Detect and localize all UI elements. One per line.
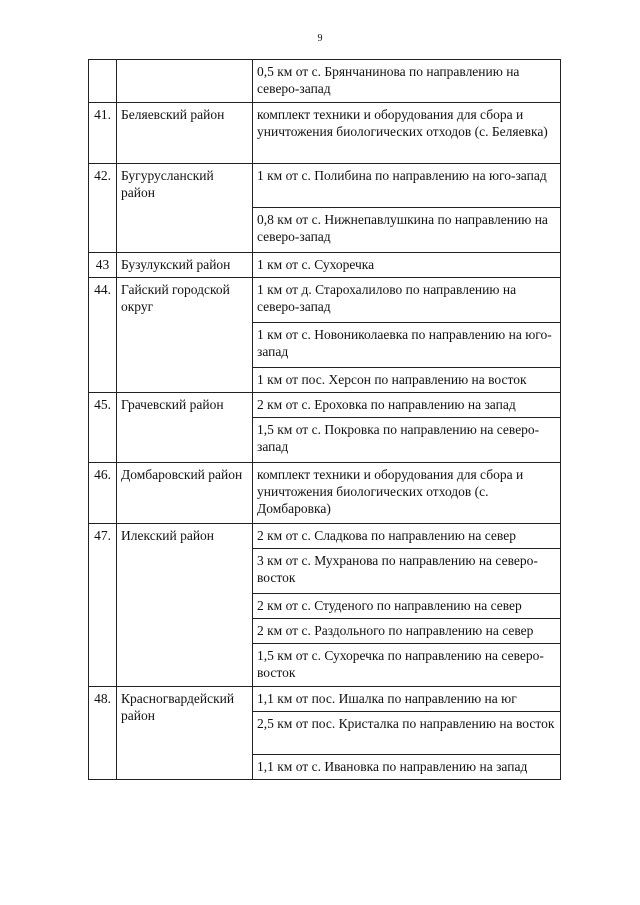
district-name: Грачевский район — [117, 393, 253, 463]
location-cell: 2 км от с. Сладкова по направлению на север — [253, 524, 561, 549]
row-number: 45. — [89, 393, 117, 463]
table-body — [89, 60, 561, 780]
location-cell: 1,5 км от с. Покровка по направлению на северо-запад — [253, 418, 561, 463]
district-name: Бузулукский район — [117, 253, 253, 278]
district-name: Гайский городской округ — [117, 278, 253, 393]
row-number: 46. — [89, 463, 117, 524]
district-name: Красногвардейский район — [117, 687, 253, 780]
row-number: 48. — [89, 687, 117, 780]
location-cell: 0,5 км от с. Брянчанинова по направлению на северо-запад — [253, 60, 561, 103]
location-cell: 1 км от с. Новониколаевка по направлению на юго-запад — [253, 323, 561, 368]
table-row — [89, 60, 561, 103]
location-cell: 1,1 км от с. Ивановка по направлению на запад — [253, 755, 561, 780]
table-row — [89, 164, 561, 208]
row-number — [89, 60, 117, 103]
table-row — [89, 253, 561, 278]
row-number: 47. — [89, 524, 117, 687]
table-row — [89, 278, 561, 323]
district-name: Домбаровский район — [117, 463, 253, 524]
row-number: 41. — [89, 103, 117, 164]
location-cell: комплект техники и оборудования для сбора и уничтожения биологических отходов (с. Домбаровка) — [253, 463, 561, 524]
row-number: 43 — [89, 253, 117, 278]
location-cell: 2 км от с. Раздольного по направлению на север — [253, 619, 561, 644]
location-cell: 1,1 км от пос. Ишалка по направлению на юг — [253, 687, 561, 712]
table-row — [89, 687, 561, 712]
table-row — [89, 463, 561, 524]
row-number: 44. — [89, 278, 117, 393]
district-name: Беляевский район — [117, 103, 253, 164]
location-cell: 2,5 км от пос. Кристалка по направлению на восток — [253, 712, 561, 755]
table-row — [89, 524, 561, 549]
location-cell: комплект техники и оборудования для сбора и уничтожения биологических отходов (с. Беляевка) — [253, 103, 561, 164]
table-row — [89, 393, 561, 418]
burial-sites-table — [88, 59, 561, 780]
location-cell: 1,5 км от с. Сухоречка по направлению на северо-восток — [253, 644, 561, 687]
district-name — [117, 60, 253, 103]
district-name: Илекский район — [117, 524, 253, 687]
location-cell: 2 км от с. Студеного по направлению на север — [253, 594, 561, 619]
district-name: Бугурусланский район — [117, 164, 253, 253]
location-cell: 1 км от д. Старохалилово по направлению на северо-запад — [253, 278, 561, 323]
location-cell: 1 км от пос. Херсон по направлению на восток — [253, 368, 561, 393]
location-cell: 0,8 км от с. Нижнепавлушкина по направлению на северо-запад — [253, 208, 561, 253]
table-row — [89, 103, 561, 164]
location-cell: 2 км от с. Ероховка по направлению на запад — [253, 393, 561, 418]
page-number: 9 — [317, 33, 323, 44]
location-cell: 3 км от с. Мухранова по направлению на северо-восток — [253, 549, 561, 594]
location-cell: 1 км от с. Полибина по направлению на юго-запад — [253, 164, 561, 208]
location-cell: 1 км от с. Сухоречка — [253, 253, 561, 278]
row-number: 42. — [89, 164, 117, 253]
